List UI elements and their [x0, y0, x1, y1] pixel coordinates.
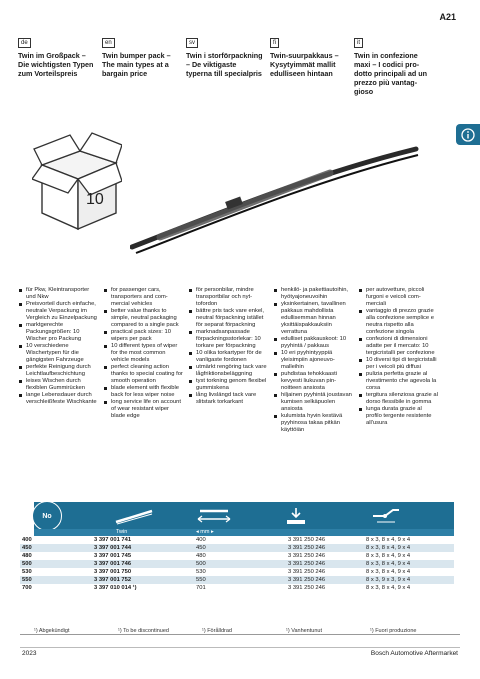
footnote-sv: ¹) Förålldrad [202, 628, 232, 634]
cell-twin: 3 397 001 745 [94, 553, 132, 559]
column-header-twin: Twin [116, 529, 128, 535]
list-item: marktgerechte Packungsgrößen: 10 Wischer pro Packung [18, 322, 98, 343]
cell-mm: 530 [196, 569, 206, 575]
list-item: pulizia perfetta grazie al rivestimento che agevola la corsa [358, 371, 438, 392]
table-row [20, 576, 454, 584]
list-item: leises Wischen durch flexiblen Gummirücken [18, 378, 98, 392]
list-item: hiljainen pyyhintä joustavan kumisen selkäpuolen ansiosta [273, 392, 353, 413]
cell-ref: 3 391 250 246 [288, 537, 326, 543]
table-sub-header [34, 529, 454, 536]
cell-mm: 500 [196, 561, 206, 567]
list-item: for passenger cars, transporters and commercial vehicles [103, 287, 183, 308]
table-row [20, 560, 454, 568]
lang-heading: Twin bumper pack – The main types at a bargain price [102, 51, 171, 78]
lang-col-en [102, 31, 180, 96]
cell-pack: 8 x 3, 9 x 3, 9 x 4 [366, 577, 411, 583]
list-item: tyst torkning genom flexibel gummiskena [188, 378, 268, 392]
number-badge: No [32, 501, 62, 531]
list-item: für Pkw, Kleintransporter und Nkw [18, 287, 98, 301]
list-item: yksinkertainen, tavallinen pakkaus mahdollista edullisemman hinnan yksittäispakkauksiin verrattuna [273, 301, 353, 336]
table-row [20, 544, 454, 552]
lang-heading: Twin-suurpakkaus – Kysytyimmät mallit edulliseen hintaan [270, 51, 339, 78]
list-item: edulliset pakkauskoot: 10 pyyhintä / pakkaus [273, 336, 353, 350]
bullet-col-fi [273, 287, 353, 434]
lang-heading: Twin in confezione maxi – I codici prodotto principali ad un prezzo più vantaggioso [354, 51, 428, 96]
footnote-en: ¹) To be discontinued [118, 628, 169, 634]
ruler-icon [184, 502, 244, 529]
cell-pack: 8 x 3, 8 x 4, 9 x 4 [366, 569, 411, 575]
cell-mm: 400 [196, 537, 206, 543]
list-item: 10 diversi tipi di tergicristalli per i veicoli più diffusi [358, 357, 438, 371]
footnote-fi: ¹) Vanhentunut [286, 628, 322, 634]
cell-pack: 8 x 3, 8 x 4, 9 x 4 [366, 553, 411, 559]
cell-twin: 3 397 001 750 [94, 569, 132, 575]
list-item: henkilö- ja pakettiautoihin, hyötyajoneuvoihin [273, 287, 353, 301]
bullet-col-en [103, 287, 183, 434]
list-item: Preisvorteil durch einfache, neutrale Verpackung im Vergleich zu Einzelpackung [18, 301, 98, 322]
cell-ref: 3 391 250 246 [288, 561, 326, 567]
list-item: perfekte Reinigung durch Leichtlaufbeschichtung [18, 364, 98, 378]
footnote-it: ¹) Fuori produzione [370, 628, 417, 634]
list-item: bättre pris tack vare enkel, neutral förpackning istället för separat förpackning [188, 308, 268, 329]
cell-ref: 3 391 250 246 [288, 577, 326, 583]
lang-col-sv [186, 31, 264, 96]
adapter-icon [266, 502, 326, 529]
info-icon [461, 128, 475, 142]
arm-icon [356, 502, 416, 529]
cell-size: 450 [22, 545, 32, 551]
cell-twin: 3 397 001 752 [94, 577, 132, 583]
cell-ref: 3 391 250 246 [288, 545, 326, 551]
language-headings [18, 31, 432, 96]
lang-heading: Twin i storförpackning – De viktigaste typerna till specialpris [186, 51, 263, 78]
lang-tag: fi [270, 38, 279, 48]
list-item: better value thanks to simple, neutral packaging compared to a single pack [103, 308, 183, 329]
cell-size: 500 [22, 561, 32, 567]
table-icon-header [34, 502, 454, 529]
list-item: 10 different types of wiper for the most common vehicle models [103, 343, 183, 364]
list-item: blade element with flexible back for less wiper noise [103, 385, 183, 399]
wiper-blade-icon [130, 145, 420, 260]
divider [20, 634, 460, 635]
bullet-col-de [18, 287, 98, 434]
cell-mm: 450 [196, 545, 206, 551]
cell-size: 480 [22, 553, 32, 559]
bullet-col-it [358, 287, 438, 434]
table-row [20, 552, 454, 560]
product-table [20, 536, 454, 592]
wiper-icon [94, 502, 174, 529]
lang-tag: de [18, 38, 31, 48]
list-item: perfect cleaning action thanks to special coating for smooth operation [103, 364, 183, 385]
page-number: A21 [439, 12, 456, 22]
cell-ref: 3 391 250 246 [288, 569, 326, 575]
info-button[interactable] [456, 124, 480, 145]
divider [20, 647, 460, 648]
table-row [20, 536, 454, 544]
list-item: practical pack sizes: 10 wipers per pack [103, 329, 183, 343]
footer-year: 2023 [22, 650, 37, 657]
bullet-col-sv [188, 287, 268, 434]
cell-size: 400 [22, 537, 32, 543]
cell-pack: 8 x 3, 8 x 4, 9 x 4 [366, 585, 411, 591]
cell-mm: 550 [196, 577, 206, 583]
cell-pack: 8 x 3, 8 x 4, 9 x 4 [366, 545, 411, 551]
footnote-de: ¹) Abgekündigt [34, 628, 70, 634]
lang-col-fi [270, 31, 348, 96]
lang-col-de [18, 31, 96, 96]
list-item: long service life on account of wear resistant wiper blade edge [103, 399, 183, 420]
cell-twin: 3 397 001 741 [94, 537, 132, 543]
cell-pack: 8 x 3, 8 x 4, 9 x 4 [366, 537, 411, 543]
feature-bullets [18, 287, 438, 434]
lang-tag: en [102, 38, 115, 48]
list-item: för personbilar, mindre transportbilar och nyttofordon [188, 287, 268, 308]
cell-pack: 8 x 3, 8 x 4, 9 x 4 [366, 561, 411, 567]
list-item: per autovetture, piccoli furgoni e veicoli commerciali [358, 287, 438, 308]
column-header-mm: ◂ mm ▸ [196, 529, 214, 535]
box-count: 10 [86, 191, 104, 208]
cell-twin: 3 397 010 014 ¹) [94, 585, 137, 591]
list-item: marknadsanpassade förpackningsstorlekar: 10 torkare per förpackning [188, 329, 268, 350]
cell-size: 550 [22, 577, 32, 583]
lang-tag: sv [186, 38, 198, 48]
list-item: utmärkt rengöring tack vare lågfriktionsbeläggning [188, 364, 268, 378]
footnotes [34, 628, 454, 634]
list-item: kulumista hyvin kestävä pyyhinosa takaa pitkän käyttöiän [273, 413, 353, 434]
footer-brand: Bosch Automotive Aftermarket [370, 650, 458, 657]
list-item: lång livslängd tack vare slitstark torkarkant [188, 392, 268, 406]
cell-size: 700 [22, 585, 32, 591]
table-row [20, 584, 454, 592]
list-item: lunga durata grazie al profilo tergente resistente all'usura [358, 406, 438, 427]
list-item: 10 olika torkartyper för de vanligaste fordonen [188, 350, 268, 364]
box-icon [32, 127, 122, 235]
list-item: tergitura silenziosa grazie al dorso flessibile in gomma [358, 392, 438, 406]
cell-twin: 3 397 001 744 [94, 545, 132, 551]
lang-tag: it [354, 38, 363, 48]
list-item: 10 eri pyyhintyyppiä yleisimpiin ajoneuvomalleihin [273, 350, 353, 371]
list-item: confezioni di dimensioni adatte per il mercato: 10 tergicristalli per confezione [358, 336, 438, 357]
lang-col-it [354, 31, 432, 96]
list-item: puhdistaa tehokkaasti kevyesti liukuvan pinnoitteen ansiosta [273, 371, 353, 392]
cell-ref: 3 391 250 246 [288, 553, 326, 559]
cell-mm: 701 [196, 585, 206, 591]
list-item: vantaggio di prezzo grazie alla confezione semplice e neutra rispetto alla confezione singola [358, 308, 438, 336]
cell-size: 530 [22, 569, 32, 575]
lang-heading: Twin im Großpack – Die wichtigsten Typen zum Vorteilspreis [18, 51, 94, 78]
list-item: lange Lebensdauer durch verschleißfeste Wischkante [18, 392, 98, 406]
table-row [20, 568, 454, 576]
list-item: 10 verschiedene Wischertypen für die gängigsten Fahrzeuge [18, 343, 98, 364]
cell-ref: 3 391 250 246 [288, 585, 326, 591]
cell-twin: 3 397 001 746 [94, 561, 132, 567]
cell-mm: 480 [196, 553, 206, 559]
